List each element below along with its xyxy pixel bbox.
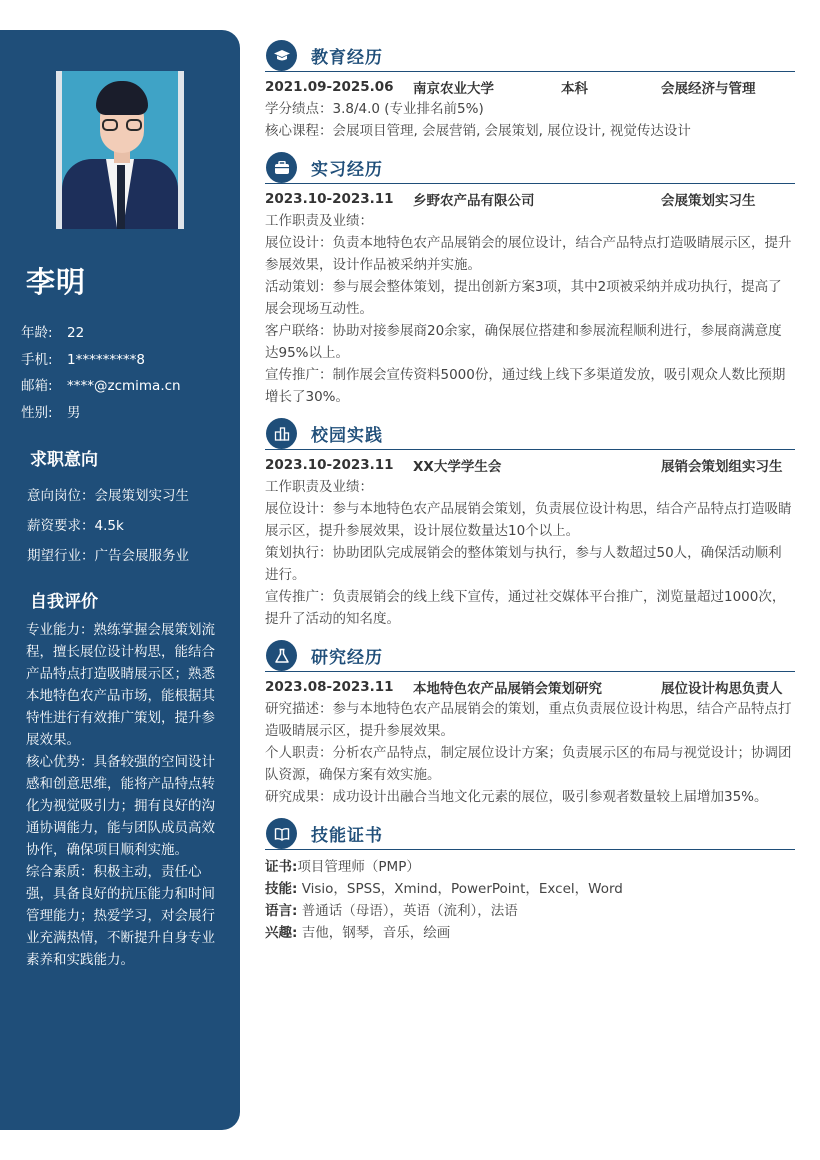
section-title: 教育经历 — [311, 48, 383, 68]
section-title: 技能证书 — [311, 826, 383, 846]
research-duties: 个人职责：分析农产品特点，制定展位设计方案；负责展示区的布局与视觉设计；协调团队资源，确保方案有效实施。 — [265, 745, 792, 783]
intent-position: 意向岗位：会展策划实习生 — [27, 488, 189, 504]
internship-date: 2023.10-2023.11 — [265, 191, 394, 207]
job-role: 会展策划实习生 — [661, 193, 756, 209]
education-header-row — [265, 76, 795, 98]
research-role: 展位设计构思负责人 — [661, 681, 783, 697]
duty-item: 客户联络：协助对接参展商20余家，确保展位搭建和参展流程顺利进行，参展商满意度达95%以上。 — [265, 323, 782, 361]
section-title: 校园实践 — [311, 426, 383, 446]
duties-label: 工作职责及业绩： — [265, 479, 373, 495]
section-skills — [265, 818, 795, 944]
company-name: 乡野农产品有限公司 — [413, 193, 535, 209]
skills-row: 技能: Visio，SPSS，Xmind，PowerPoint，Excel，Word — [265, 881, 623, 897]
gpa: 学分绩点：3.8/4.0 (专业排名前5%) — [265, 101, 484, 117]
intent-list — [27, 481, 189, 571]
internship-header-row — [265, 188, 795, 210]
section-title: 实习经历 — [311, 160, 383, 180]
avatar — [62, 71, 178, 229]
duty-item: 宣传推广：负责展销会的线上线下宣传，通过社交媒体平台推广，浏览量超过1000次，提升了活动的知名度。 — [265, 589, 786, 627]
certificate-row: 证书:项目管理师（PMP） — [265, 859, 420, 875]
profile-photo — [56, 71, 184, 229]
intent-industry: 期望行业：广告会展服务业 — [27, 548, 189, 564]
info-gender: 性别: 男 — [21, 404, 81, 421]
major: 会展经济与管理 — [661, 81, 756, 97]
section-internship — [265, 152, 795, 408]
section-campus — [265, 418, 795, 630]
research-description: 研究描述：参与本地特色农产品展销会的策划，重点负责展位设计构思，结合产品特点打造吸睛展示区，提升参展效果。 — [265, 701, 792, 739]
personal-info — [21, 320, 181, 426]
campus-date: 2023.10-2023.11 — [265, 457, 394, 473]
eval-advantage: 核心优势：具备较强的空间设计感和创意思维，能将产品特点转化为视觉吸引力；拥有良好的沟通协调能力，能与团队成员高效协作，确保项目顺利实施。 — [26, 754, 215, 858]
section-research — [265, 640, 795, 808]
research-results: 研究成果：成功设计出融合当地文化元素的展位，吸引参观者数量较上届增加35%。 — [265, 789, 768, 805]
eval-professional: 专业能力：熟练掌握会展策划流程，擅长展位设计构思，能结合产品特点打造吸睛展示区；熟悉本地特色农产品市场，能根据其特性进行有效推广策划，提升参展效果。 — [26, 622, 215, 748]
organization-name: XX大学学生会 — [413, 459, 502, 475]
main-content — [265, 40, 795, 954]
info-email: 邮箱: ****@zcmima.cn — [21, 378, 181, 394]
intent-salary: 薪资要求：4.5k — [27, 518, 124, 534]
core-courses: 核心课程：会展项目管理, 会展营销, 会展策划, 展位设计, 视觉传达设计 — [265, 123, 691, 139]
section-header — [265, 418, 795, 450]
section-header — [265, 640, 795, 672]
interests-row: 兴趣: 吉他，钢琴，音乐，绘画 — [265, 925, 451, 941]
book-icon — [266, 818, 297, 849]
duty-item: 展位设计：参与本地特色农产品展销会策划，负责展位设计构思，结合产品特点打造吸睛展示区，提升参展效果，设计展位数量达10个以上。 — [265, 501, 792, 539]
duty-item: 策划执行：协助团队完成展销会的整体策划与执行，参与人数超过50人，确保活动顺利进行。 — [265, 545, 782, 583]
research-topic: 本地特色农产品展销会策划研究 — [413, 681, 602, 697]
eval-quality: 综合素质：积极主动，责任心强，具备良好的抗压能力和时间管理能力；热爱学习，对会展行业充满热情，不断提升自身专业素养和实践能力。 — [26, 864, 215, 968]
duties-label: 工作职责及业绩： — [265, 213, 373, 229]
campus-role: 展销会策划组实习生 — [661, 459, 783, 475]
skills-list — [265, 856, 795, 944]
duty-item: 展位设计：负责本地特色农产品展销会的展位设计，结合产品特点打造吸睛展示区，提升参展效果，设计作品被采纳并实施。 — [265, 235, 792, 273]
eval-title: 自我评价 — [30, 592, 98, 612]
language-row: 语言: 普通话（母语），英语（流利），法语 — [265, 903, 518, 919]
building-icon — [266, 418, 297, 449]
research-date: 2023.08-2023.11 — [265, 679, 394, 695]
school-name: 南京农业大学 — [413, 81, 494, 97]
degree: 本科 — [561, 81, 588, 97]
education-date: 2021.09-2025.06 — [265, 79, 394, 95]
sidebar — [0, 30, 240, 1130]
section-education — [265, 40, 795, 142]
section-title: 研究经历 — [311, 648, 383, 668]
intent-title: 求职意向 — [30, 450, 98, 470]
section-header — [265, 152, 795, 184]
section-header — [265, 40, 795, 72]
candidate-name: 李明 — [26, 265, 87, 299]
section-header — [265, 818, 795, 850]
duty-item: 宣传推广：制作展会宣传资料5000份，通过线上线下多渠道发放，吸引观众人数比预期增长了30%。 — [265, 367, 786, 405]
briefcase-icon — [266, 152, 297, 183]
campus-header-row — [265, 454, 795, 476]
info-phone: 手机: 1*********8 — [21, 351, 145, 368]
research-header-row — [265, 676, 795, 698]
self-evaluation — [26, 619, 220, 971]
duty-item: 活动策划：参与展会整体策划，提出创新方案3项，其中2项被采纳并成功执行，提高了展会现场互动性。 — [265, 279, 782, 317]
info-age: 年龄: 22 — [21, 325, 85, 341]
graduation-cap-icon — [266, 40, 297, 71]
flask-icon — [266, 640, 297, 671]
